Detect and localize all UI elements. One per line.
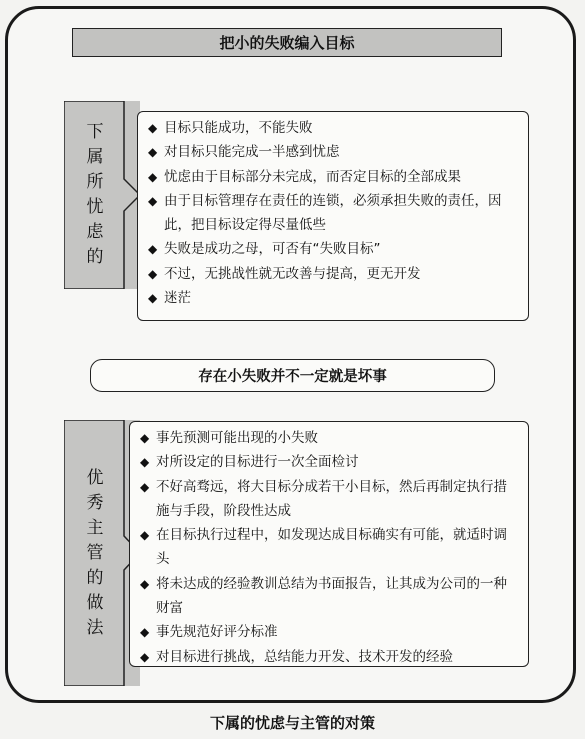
list-item: ◆ 事先预测可能出现的小失败 [140, 426, 520, 450]
list-item: ◆ 由于目标管理存在责任的连锁，必须承担失败的责任，因此，把目标设定得尽量低些 [148, 189, 520, 238]
list-item: ◆ 不过，无挑战性就无改善与提高，更无开发 [148, 262, 520, 286]
label-char: 的 [86, 247, 104, 267]
list-item: ◆ 对目标只能完成一半感到忧虑 [148, 140, 520, 164]
list-item: ◆ 失败是成功之母，可否有“失败目标” [148, 237, 520, 261]
worries-list [137, 111, 529, 321]
key-message-banner: 存在小失败并不一定就是坏事 [90, 359, 495, 392]
list-item: ◆ 忧虑由于目标部分未完成，而否定目标的全部成果 [148, 165, 520, 189]
label-char: 属 [86, 147, 104, 167]
label-char: 的 [86, 567, 104, 588]
label-char: 虑 [86, 222, 104, 242]
practices-list [129, 421, 529, 667]
diagram-title: 把小的失败编入目标 [72, 28, 502, 57]
list-item: ◆ 迷茫 [148, 286, 520, 310]
worries-label [64, 101, 140, 289]
list-item: ◆ 对所设定的目标进行一次全面检讨 [140, 450, 520, 474]
list-item: ◆ 对目标进行挑战，总结能力开发、技术开发的经验 [140, 645, 520, 669]
figure-caption: 下属的忧虑与主管的对策 [209, 714, 375, 732]
label-char: 忧 [86, 197, 104, 217]
list-item: ◆ 将未达成的经验教训总结为书面报告，让其成为公司的一种财富 [140, 572, 520, 621]
label-char: 秀 [86, 492, 104, 513]
label-char: 主 [86, 517, 104, 538]
worries-label-text [64, 101, 140, 289]
label-char: 下 [86, 122, 104, 142]
list-item: ◆ 事先规范好评分标准 [140, 620, 520, 644]
label-char: 管 [86, 542, 104, 563]
label-char: 所 [86, 172, 104, 192]
label-char: 优 [86, 467, 104, 488]
list-item: ◆ 目标只能成功，不能失败 [148, 116, 520, 140]
list-item: ◆ 在目标执行过程中，如发现达成目标确实有可能，就适时调头 [140, 523, 520, 572]
label-char: 法 [86, 617, 104, 638]
label-char: 做 [86, 592, 104, 613]
list-item: ◆ 不好高骛远，将大目标分成若干小目标，然后再制定执行措施与手段，阶段性达成 [140, 475, 520, 524]
